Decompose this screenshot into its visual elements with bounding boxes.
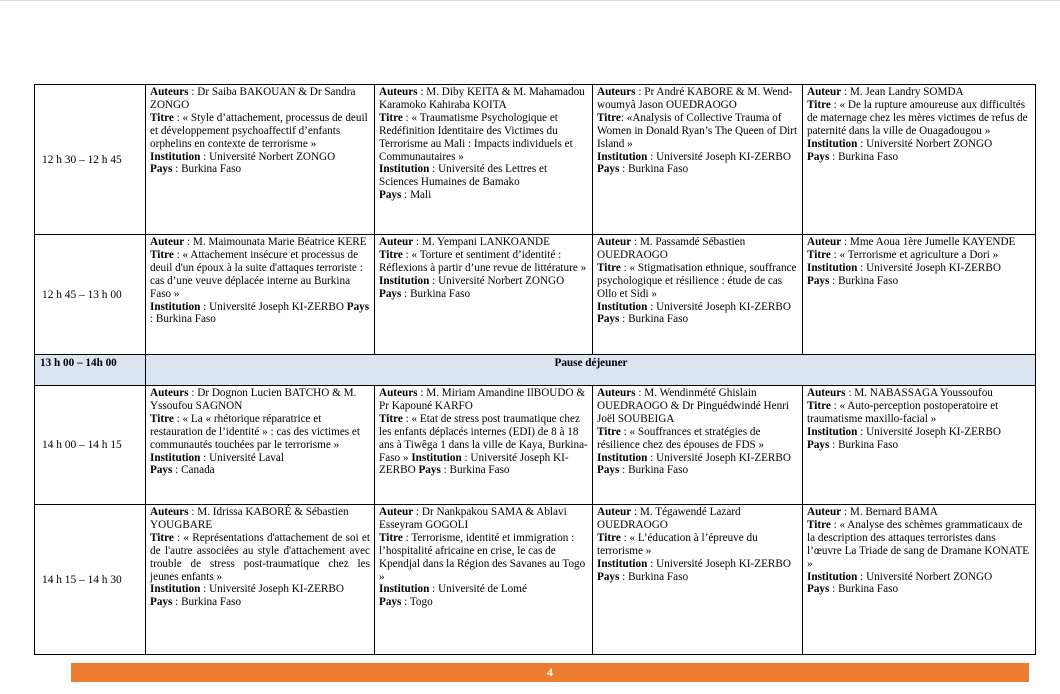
authors: M. Maimounata Marie Béatrice KERE (192, 236, 367, 248)
country: Burkina Faso (155, 313, 216, 326)
authors-label: Auteurs (150, 506, 189, 518)
institution: Université Joseph KI-ZERBO (656, 557, 791, 570)
authors-label: Auteur (597, 506, 632, 518)
authors-label: Auteur (379, 506, 414, 518)
authors: M. Jean Landry SOMDA (849, 86, 964, 98)
top-divider (0, 0, 1060, 1)
session-row (35, 85, 1036, 235)
country-label: Pays (379, 596, 402, 609)
authors: M. Passamdé Sébastien OUEDRAOGO (597, 236, 746, 261)
institution: Université Joseph KI-ZERBO (656, 300, 791, 313)
institution-label: Institution (597, 150, 648, 163)
presentation-title: « Etat de stress post traumatique chez les enfants déplacés internes (EDI) de 8 à 18 ans à Tiwêga 1 dans la ville de Kaya, Burkina-Faso » (379, 412, 588, 464)
institution-label: Institution (597, 557, 648, 570)
presentation-cell: Auteurs : Dr Saiba BAKOUAN & Dr Sandra ZONGO Titre : « Style d’attachement, processus de deuil et développement psychoaffectif d’enfants orphelins en contexte de terrorisme » Institution : Université Norbert ZONGO Pays : Burkina Faso (146, 85, 375, 235)
institution: Université Joseph KI-ZERBO (866, 261, 1001, 274)
pause-row (35, 355, 1036, 386)
institution-label: Institution (150, 150, 201, 163)
country: Mali (410, 189, 432, 202)
presentation-title: « La « rhétorique réparatrice et restauration de l’identité » : cas des victimes et communautés touchées par le terrorisme » (150, 412, 361, 451)
presentation-title: « Auto-perception postoperatoire et traumatisme maxillo-facial » (807, 399, 999, 425)
authors-label: Auteurs (150, 86, 189, 98)
country-label: Pays (807, 583, 830, 596)
presentation-title: « Souffrances et stratégies de résilience chez des épouses de FDS » (597, 425, 765, 451)
country: Burkina Faso (838, 274, 899, 287)
title-label: Titre (379, 248, 403, 261)
title-label: Titre (150, 248, 174, 261)
authors: Pr André KABORE & M. Wend-woumyâ Jason OUEDRAOGO (597, 86, 793, 111)
institution: Université Joseph KI-ZERBO (379, 451, 569, 477)
institution: Université Norbert ZONGO (866, 137, 993, 150)
authors: M. Miriam Amandine IlBOUDO & Pr Kapouné KARFO (379, 387, 586, 412)
presentation-title: « Terrorisme et agriculture a Dori » (839, 248, 999, 261)
title-label: Titre (379, 531, 403, 544)
presentation-cell: Auteurs : Dr Dognon Lucien BATCHO & M. Yssoufou SAGNON Titre : « La « rhétorique réparatrice et restauration de l’identité » : cas des victimes et communautés touchées par le terrorisme » Institution : Université Laval Pays : Canada (146, 386, 375, 505)
authors-label: Auteur (807, 236, 842, 248)
page-number: 4 (547, 665, 553, 679)
authors-label: Auteurs (379, 86, 418, 98)
authors-label: Auteur (597, 236, 632, 248)
title-label: Titre (150, 531, 174, 544)
presentation-cell: Auteurs : M. Wendinmété Ghislain OUEDRAOGO & Dr Pinguédwindé Henri Joël SOUBEIGA Titre : « Souffrances et stratégies de résilience chez des épouses de FDS » Institution : Université Joseph KI-ZERBO Pays : Burkina Faso (593, 386, 803, 505)
authors: M. Idrissa KABORÉ & Sébastien YOUGBARE (150, 506, 349, 531)
country-label: Pays (597, 313, 620, 326)
session-row (35, 386, 1036, 505)
institution: Université Norbert ZONGO (866, 570, 993, 583)
title-label: Titre (807, 399, 831, 412)
title-label: Titre (150, 412, 174, 425)
country: Togo (409, 596, 433, 609)
institution-label: Institution (150, 451, 201, 464)
authors-label: Auteurs (379, 387, 418, 399)
country: Burkina Faso (838, 583, 899, 596)
country: Canada (181, 464, 215, 477)
presentation-cell: Auteur : M. Tégawendé Lazard OUEDRAOGO Titre : « L’éducation à l’épreuve du terrorisme » Institution : Université Joseph KI-ZERBO Pays : Burkina Faso (593, 505, 803, 655)
institution-label: Institution (379, 163, 430, 176)
presentation-title: « Attachement insécure et processus de deuil d'un époux à la suite d'attaques terroriste : cas d’une veuve déplacée interne au Burkina Faso » (150, 248, 363, 300)
country-label: Pays (150, 596, 173, 609)
pause-time: 13 h 00 – 14h 00 (35, 355, 146, 386)
time-slot: 12 h 45 – 13 h 00 (35, 235, 146, 355)
country: Burkina Faso (181, 163, 242, 176)
institution: Université Joseph KI-ZERBO (866, 425, 1001, 438)
presentation-cell: Auteur : M. Maimounata Marie Béatrice KERE Titre : « Attachement insécure et processus de deuil d'un époux à la suite d'attaques terroriste : cas d’une veuve déplacée interne au Burkina Faso » Institution : Université Joseph KI-ZERBO Pays : Burkina Faso (146, 235, 375, 355)
country-label: Pays (597, 464, 620, 477)
institution-label: Institution (807, 425, 858, 438)
institution: Université Norbert ZONGO (209, 150, 336, 163)
institution-label: Institution (150, 583, 201, 596)
authors: M. Wendinmété Ghislain OUEDRAOGO & Dr Pinguédwindé Henri Joël SOUBEIGA (597, 387, 790, 425)
title-label: Titre (150, 111, 174, 124)
authors: Dr Saiba BAKOUAN & Dr Sandra ZONGO (150, 86, 356, 111)
presentation-cell: Auteurs : Pr André KABORE & M. Wend-woumyâ Jason OUEDRAOGO Titre: «Analysis of Collective Trauma of Women in Donald Ryan’s The Queen of Dirt Island » Institution : Université Joseph KI-ZERBO Pays : Burkina Faso (593, 85, 803, 235)
presentation-title: « Stigmatisation ethnique, souffrance psychologique et résilience : étude de cas Ollo et Sidi » (597, 261, 797, 300)
authors: Dr Dognon Lucien BATCHO & M. Yssoufou SAGNON (150, 387, 357, 412)
institution: Université Joseph KI-ZERBO (656, 451, 791, 464)
presentation-cell: Auteur : Dr Nankpakou SAMA & Ablavi Esseyram GOGOLI Titre : Terrorisme, identité et immigration : l’hospitalité africaine en crise, le cas de Kpendjal dans la Région des Savanes au Togo » Institution : Université de Lomé Pays : Togo (375, 505, 593, 655)
institution: Université de Lomé (438, 583, 527, 596)
institution: Université Laval (209, 451, 284, 464)
country: Burkina Faso (838, 150, 899, 163)
institution-label: Institution (807, 261, 858, 274)
institution-label: Institution (379, 583, 430, 596)
title-label: Titre (807, 98, 831, 111)
country: Burkina Faso (410, 287, 471, 300)
authors: M. Tégawendé Lazard OUEDRAOGO (597, 506, 741, 531)
country: Burkina Faso (628, 313, 689, 326)
authors: M. Diby KEITA & M. Mahamadou Karamoko Kahiraba KOITA (379, 86, 585, 111)
pause-label: Pause déjeuner (146, 355, 1036, 386)
country-label: Pays (379, 287, 402, 300)
country: Burkina Faso (628, 570, 689, 583)
institution-label: Institution (807, 570, 858, 583)
authors-label: Auteur (807, 506, 842, 518)
presentation-cell: Auteurs : M. Miriam Amandine IlBOUDO & Pr Kapouné KARFO Titre : « Etat de stress post traumatique chez les enfants déplacés internes (EDI) de 8 à 18 ans à Tiwêga 1 dans la ville de Kaya, Burkina-Faso » Institution : Université Joseph KI-ZERBO Pays : Burkina Faso (375, 386, 593, 505)
authors: M. NABASSAGA Youssoufou (854, 387, 993, 399)
presentation-title: « L’éducation à l’épreuve du terrorisme » (597, 531, 758, 557)
time-slot: 12 h 30 – 12 h 45 (35, 85, 146, 235)
country-label: Pays (418, 464, 441, 477)
schedule-table (34, 84, 1036, 655)
country-label: Pays (346, 300, 370, 313)
institution: Université Norbert ZONGO (438, 274, 565, 287)
presentation-title: « De la rupture amoureuse aux difficultés de maternage chez les mères victimes de refus de paternité dans la ville de Ouagadougou » (807, 98, 1028, 137)
title-label: Titre (379, 111, 403, 124)
authors: Dr Nankpakou SAMA & Ablavi Esseyram GOGOLI (379, 506, 567, 531)
presentation-cell: Auteurs : M. Idrissa KABORÉ & Sébastien YOUGBARE Titre : « Représentations d'attachement de soi et de l'autre associées au style d'attachement avec trouble de stress post-traumatique chez les jeunes enfants » Institution : Université Joseph KI-ZERBO Pays : Burkina Faso (146, 505, 375, 655)
country-label: Pays (379, 189, 402, 202)
authors-label: Auteurs (597, 387, 636, 399)
presentation-cell: Auteur : M. Jean Landry SOMDA Titre : « De la rupture amoureuse aux difficultés de maternage chez les mères victimes de refus de paternité dans la ville de Ouagadougou » Institution : Université Norbert ZONGO Pays : Burkina Faso (803, 85, 1036, 235)
presentation-title: « Style d’attachement, processus de deuil et développement psychoaffectif d’enfants orphelins en contexte de terrorisme » (150, 111, 368, 150)
institution-label: Institution (379, 274, 430, 287)
country: Burkina Faso (628, 464, 689, 477)
country: Burkina Faso (838, 438, 899, 451)
title-label: Titre (807, 518, 831, 531)
presentation-cell: Auteurs : M. Diby KEITA & M. Mahamadou Karamoko Kahiraba KOITA Titre : « Traumatisme Psychologique et Redéfinition Identitaire des Victimes du Terrorisme au Mali : Impacts individuels et Communautaires » Institution : Université des Lettres et Sciences Humaines de Bamako Pays : Mali (375, 85, 593, 235)
country: Burkina Faso (628, 163, 689, 176)
presentation-title: « Torture et sentiment d’identité : Réflexions à partir d’une revue de littérature » (379, 248, 587, 274)
institution: Université Joseph KI-ZERBO (656, 150, 791, 163)
institution-label: Institution (597, 451, 648, 464)
country-label: Pays (597, 570, 620, 583)
session-row (35, 235, 1036, 355)
institution-label: Institution (150, 300, 201, 313)
time-slot: 14 h 00 – 14 h 15 (35, 386, 146, 505)
institution: Université Joseph KI-ZERBO (209, 300, 344, 313)
presentation-cell: Auteur : M. Yempani LANKOANDE Titre : « Torture et sentiment d’identité : Réflexions à partir d’une revue de littérature » Institution : Université Norbert ZONGO Pays : Burkina Faso (375, 235, 593, 355)
institution: Université Joseph KI-ZERBO (209, 583, 344, 596)
authors-label: Auteur (150, 236, 185, 248)
authors-label: Auteurs (150, 387, 189, 399)
institution-label: Institution (411, 451, 462, 464)
country-label: Pays (597, 163, 620, 176)
country: Burkina Faso (181, 596, 242, 609)
authors: M. Bernard BAMA (849, 506, 938, 518)
institution-label: Institution (597, 300, 648, 313)
authors-label: Auteurs (807, 387, 846, 399)
institution: Université des Lettres et Sciences Humaines de Bamako (379, 163, 548, 189)
country-label: Pays (150, 163, 173, 176)
authors: Mme Aoua 1ère Jumelle KAYENDE (849, 236, 1016, 248)
authors: M. Yempani LANKOANDE (421, 236, 550, 248)
presentation-title: Terrorisme, identité et immigration : l’hospitalité africaine en crise, le cas de Kpendjal dans la Région des Savanes au Togo » (379, 531, 586, 583)
country: Burkina Faso (449, 464, 510, 477)
presentation-title: «Analysis of Collective Trauma of Women in Donald Ryan’s The Queen of Dirt Island » (597, 111, 798, 150)
authors-label: Auteurs (597, 86, 636, 98)
time-slot: 14 h 15 – 14 h 30 (35, 505, 146, 655)
title-label: Titre (597, 425, 621, 438)
authors-label: Auteur (379, 236, 414, 248)
authors-label: Auteur (807, 86, 842, 98)
country-label: Pays (807, 438, 830, 451)
institution-label: Institution (807, 137, 858, 150)
title-label: Titre (379, 412, 403, 425)
session-row (35, 505, 1036, 655)
country-label: Pays (807, 274, 830, 287)
country-label: Pays (150, 464, 173, 477)
presentation-cell: Auteur : Mme Aoua 1ère Jumelle KAYENDE Titre : « Terrorisme et agriculture a Dori » Institution : Université Joseph KI-ZERBO Pays : Burkina Faso (803, 235, 1036, 355)
presentation-cell: Auteurs : M. NABASSAGA Youssoufou Titre : « Auto-perception postoperatoire et traumatisme maxillo-facial » Institution : Université Joseph KI-ZERBO Pays : Burkina Faso (803, 386, 1036, 505)
title-label: Titre (597, 111, 621, 124)
presentation-cell: Auteur : M. Passamdé Sébastien OUEDRAOGO Titre : « Stigmatisation ethnique, souffrance psychologique et résilience : étude de cas Ollo et Sidi » Institution : Université Joseph KI-ZERBO Pays : Burkina Faso (593, 235, 803, 355)
title-label: Titre (807, 248, 831, 261)
page-footer-bar (71, 663, 1029, 682)
presentation-cell: Auteur : M. Bernard BAMA Titre : « Analyse des schèmes grammaticaux de la description des attaques terroristes dans l’œuvre La Triade de sang de Dramane KONATE » Institution : Université Norbert ZONGO Pays : Burkina Faso (803, 505, 1036, 655)
presentation-title: « Analyse des schèmes grammaticaux de la description des attaques terroristes dans l’œuvre La Triade de sang de Dramane KONATE » (807, 518, 1030, 570)
title-label: Titre (597, 261, 621, 274)
presentation-title: « Représentations d'attachement de soi et de l'autre associées au style d'attachement avec trouble de stress post-traumatique chez les jeunes enfants » (150, 531, 370, 583)
country-label: Pays (807, 150, 830, 163)
presentation-title: « Traumatisme Psychologique et Redéfinition Identitaire des Victimes du Terrorisme au Mali : Impacts individuels et Communautaires » (379, 111, 573, 163)
title-label: Titre (597, 531, 621, 544)
